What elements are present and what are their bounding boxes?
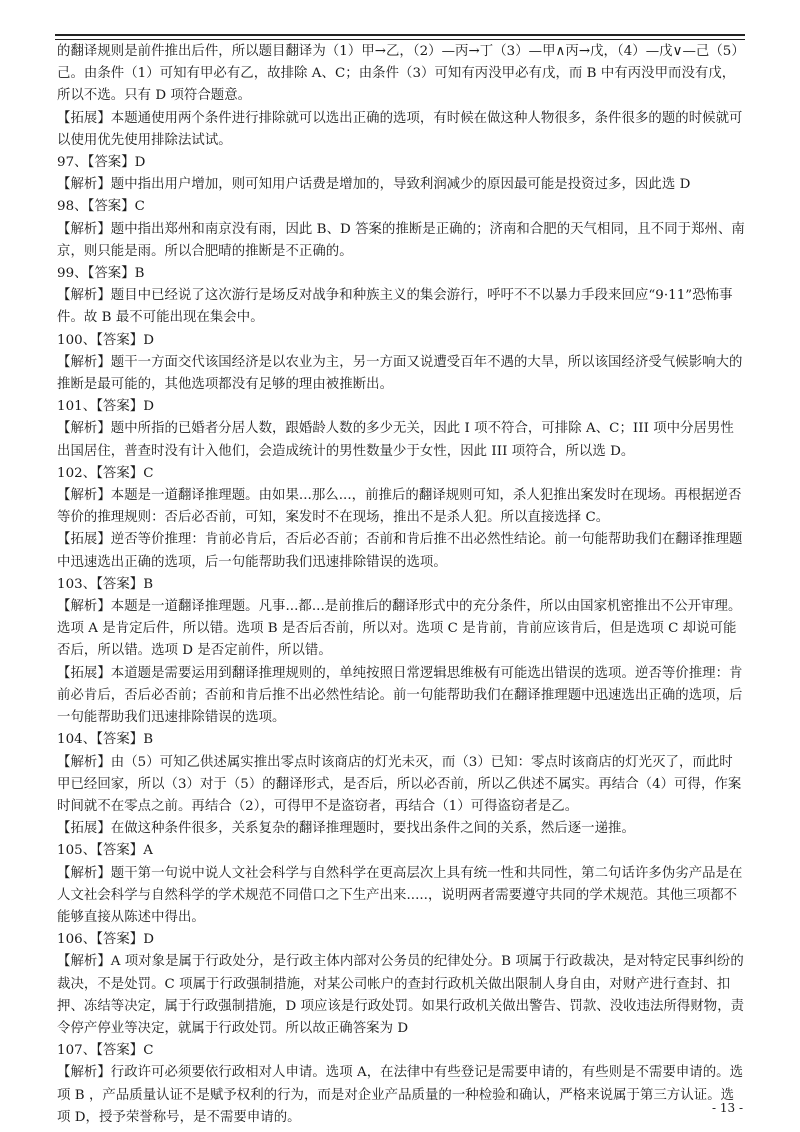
analysis-104: 【解析】由（5）可知乙供述属实推出零点时该商店的灯光未灭，而（3）已知：零点时该商店的灯光灭了，而此时甲已经回家，所以（3）对于（5）的翻译形式，是否后，所以必否前，所以乙供述不属实。再结合（4）可得，作案时间就不在零点之前。再结合（2），可得甲不是盗窃者，再结合（1）可得盗窃者是乙。 (57, 754, 742, 814)
analysis-97: 【解析】题中指出用户增加，则可知用户话费是增加的，导致利润减少的原因最可能是投资过多，因此选 D (57, 177, 691, 193)
answer-103: 103、【答案】B (57, 576, 154, 592)
paragraph-translation-rule: 的翻译规则是前件推出后件，所以题目翻译为（1）甲→乙，（2）—丙→丁（3）—甲∧丙→戊，（4）—戊∨—己（5）己。由条件（1）可知有甲必有乙，故排除 A、C；由条件（3）可知有丙没甲必有戊，而 B 中有丙没甲而没有戊，所以不选。只有 D 项符合题意。 (57, 44, 745, 104)
answer-99: 99、【答案】B (57, 266, 145, 282)
analysis-107: 【解析】行政许可必须要依行政相对人申请。选项 A，在法律中有些登记是需要申请的，有些则是不需要申请的。选项 B ，产品质量认证不是赋予权利的行为，而是对企业产品质量的一种检验和确认，严格来说属于第三方认证。选项 D，授予荣誉称号，是不需要申请的。 (57, 1065, 744, 1125)
answer-104: 104、【答案】B (57, 732, 154, 748)
header-rule-thick (55, 34, 745, 36)
analysis-103: 【解析】本题是一道翻译推理题。凡事...都...是前推后的翻译形式中的充分条件，所以由国家机密推出不公开审理。选项 A 是肯定后件，所以错。选项 B 是否后否前，所以对。选项 C 是肯前，肯前应该肯后，但是选项 C 却说可能否后，所以错。选项 D 是否定前件，所以错。 (57, 599, 742, 659)
answer-101: 101、【答案】D (57, 399, 154, 415)
extension-103: 【拓展】本道题是需要运用到翻译推理规则的，单纯按照日常逻辑思维极有可能选出错误的选项。逆否等价推理：肯前必肯后，否后必否前；否前和肯后推不出必然性结论。前一句能帮助我们在翻译推理题中迅速选出正确的选项，后一句能帮助我们迅速排除错误的选项。 (57, 665, 743, 726)
page-body (57, 41, 745, 1129)
page-number: - 13 - (711, 1101, 743, 1115)
paragraph-extension-96: 【拓展】本题通使用两个条件进行排除就可以选出正确的选项，有时候在做这种人物很多，条件很多的题的时候就可以使用优先使用排除法试试。 (57, 110, 743, 148)
answer-107: 107、【答案】C (57, 1043, 154, 1059)
answer-102: 102、【答案】C (57, 465, 154, 481)
analysis-105: 【解析】题干第一句说中说人文社会科学与自然科学在更高层次上具有统一性和共同性，第二句话许多伪劣产品是在人文社会科学与自然科学的学术规范不同借口之下生产出来.....，说明两者需要遵守共同的学术规范。其他三项都不能够直接从陈述中得出。 (57, 865, 743, 925)
analysis-99: 【解析】题目中已经说了这次游行是场反对战争和种族主义的集会游行，呼吁不不以暴力手段来回应“9·11”恐怖事件。故 B 最不可能出现在集会中。 (57, 288, 733, 326)
answer-105: 105、【答案】A (57, 843, 153, 859)
analysis-106: 【解析】A 项对象是属于行政处分，是行政主体内部对公务员的纪律处分。B 项属于行政裁决，是对特定民事纠纷的裁决，不是处罚。C 项属于行政强制措施，对某公司帐户的查封行政机关做出限制人身自由，对财产进行查封、扣押、冻结等决定，属于行政强制措施，D 项应该是行政处罚。如果行政机关做出警告、罚款、没收违法所得财物，责令停产停业等决定，就属于行政处罚。所以故正确答案为 D (57, 954, 745, 1036)
extension-102: 【拓展】逆否等价推理：肯前必肯后，否后必否前；否前和肯后推不出必然性结论。前一句能帮助我们在翻译推理题中迅速选出正确的选项，后一句能帮助我们迅速排除错误的选项。 (57, 532, 743, 570)
answer-98: 98、【答案】C (57, 199, 145, 215)
answer-97: 97、【答案】D (57, 155, 146, 171)
analysis-98: 【解析】题中指出郑州和南京没有雨，因此 B、D 答案的推断是正确的；济南和合肥的天气相同，且不同于郑州、南京，则只能是雨。所以合肥晴的推断是不正确的。 (57, 221, 745, 259)
analysis-102: 【解析】本题是一道翻译推理题。由如果...那么...，前推后的翻译规则可知，杀人犯推出案发时在现场。再根据逆否等价的推理规则：否后必否前，可知，案发时不在现场，推出不是杀人犯。所以直接选择 C。 (57, 488, 742, 526)
analysis-101: 【解析】题中所指的已婚者分居人数，跟婚龄人数的多少无关，因此 I 项不符合，可排除 A、C；III 项中分居男性出国居住，普查时没有计入他们，会造成统计的男性数量少于女性，因此 III 项符合，所以选 D。 (57, 421, 734, 459)
analysis-100: 【解析】题干一方面交代该国经济是以农业为主，另一方面又说遭受百年不遇的大旱，所以该国经济受气候影响大的推断是最可能的，其他选项都没有足够的理由被推断出。 (57, 354, 743, 393)
answer-106: 106、【答案】D (57, 932, 154, 948)
answer-100: 100、【答案】D (57, 332, 154, 348)
extension-104: 【拓展】在做这种条件很多，关系复杂的翻译推理题时，要找出条件之间的关系，然后逐一递推。 (57, 821, 635, 837)
header-rule-thin (55, 39, 745, 40)
